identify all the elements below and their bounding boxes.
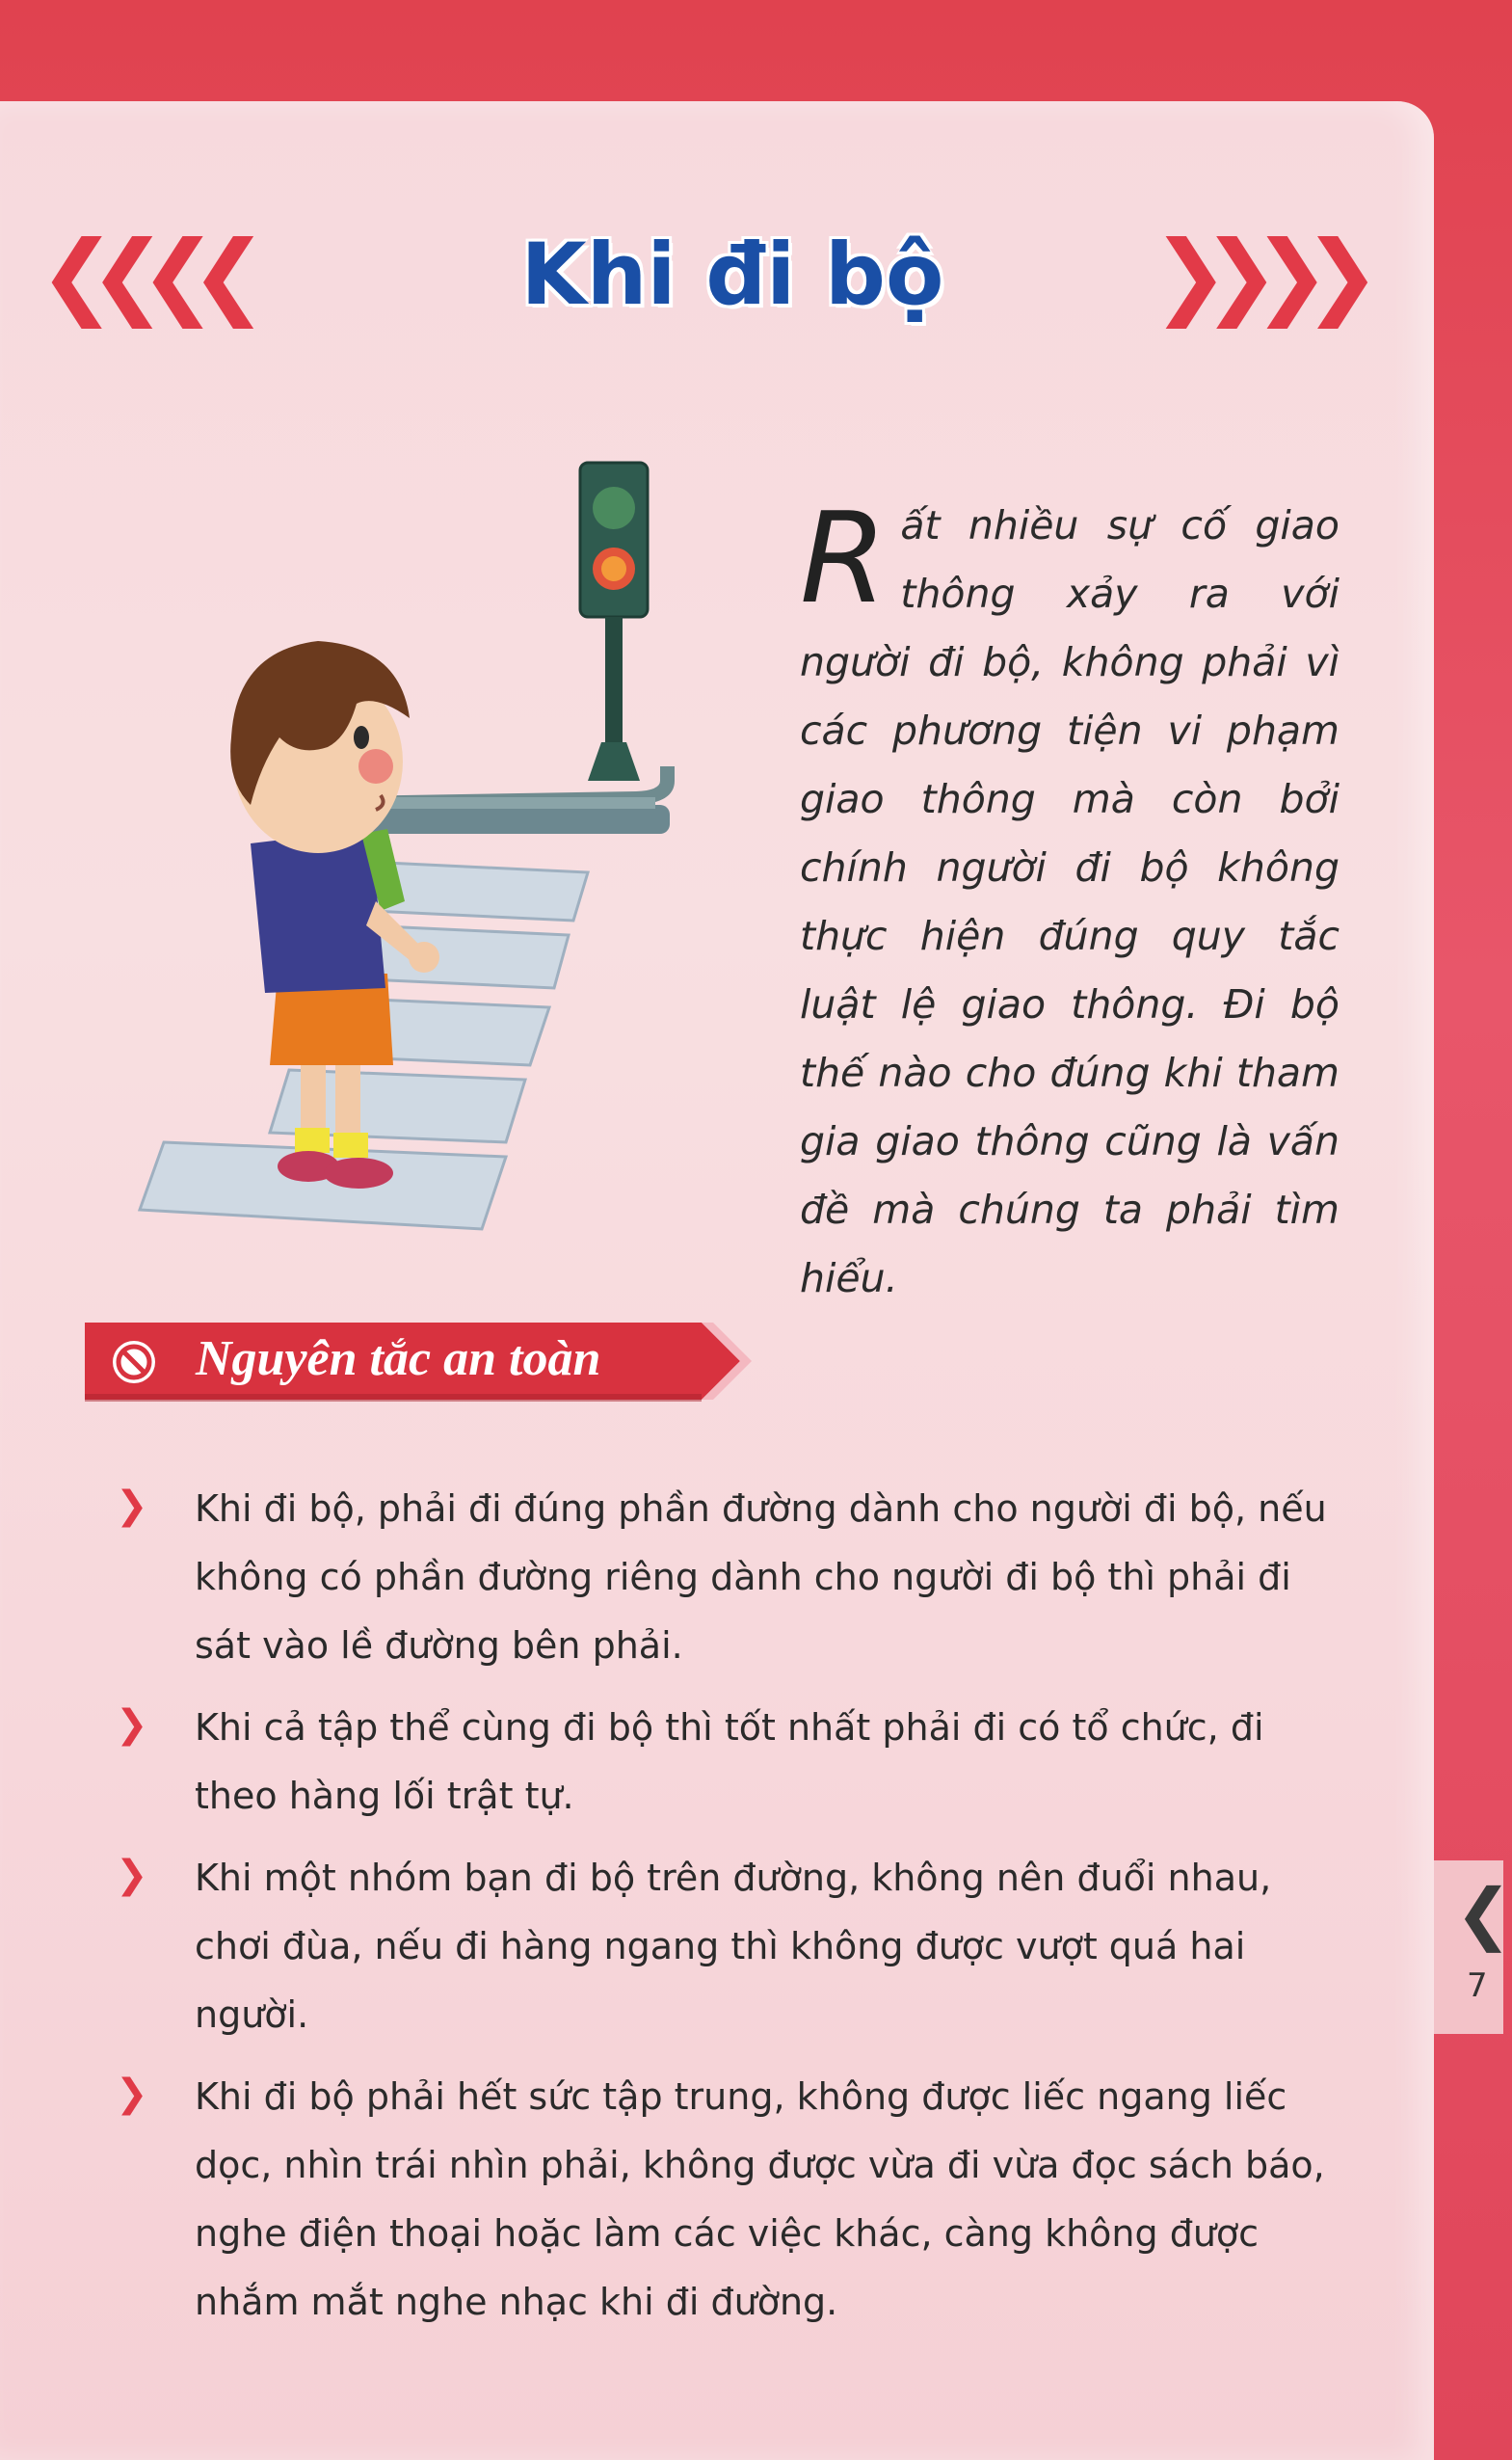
page-number: 7 — [1467, 1966, 1488, 2005]
rule-text: Khi cả tập thể cùng đi bộ thì tốt nhất phải đi có tổ chức, đi theo hàng lối trật tự. — [195, 1706, 1264, 1817]
side-tab[interactable] — [1434, 1860, 1512, 2034]
no-entry-icon — [110, 1338, 158, 1386]
boy-crosswalk-illustration — [135, 448, 694, 1248]
intro-paragraph — [800, 485, 1340, 1313]
rule-text: Khi đi bộ phải hết sức tập trung, không được liếc ngang liếc dọc, nhìn trái nhìn phải, không được vừa đi vừa đọc sách báo, nghe điện thoại hoặc làm các việc khác, càng không được nhắm mắt nghe nhạc khi đi đường. — [195, 2075, 1325, 2323]
rule-text: Khi đi bộ, phải đi đúng phần đường dành cho người đi bộ, nếu không có phần đường riêng dành cho người đi bộ thì phải đi sát vào lề đường bên phải. — [195, 1487, 1327, 1667]
list-item — [116, 1694, 1330, 1831]
section-title: Nguyên tắc an toàn — [196, 1331, 601, 1386]
chevron-left-decoration-icon: ❮❮❮❮ — [39, 221, 241, 329]
chevron-right-icon: ❯ — [116, 1484, 148, 1528]
rules-list — [116, 1475, 1330, 2350]
page-title: Khi đi bộ — [520, 225, 944, 324]
intro-text: ất nhiều sự cố giao thông xảy ra với người đi bộ, không phải vì các phương tiện vi phạm giao thông mà còn bởi chính người đi bộ không thực hiện đúng quy tắc luật lệ giao thông. Đi bộ thế nào cho đúng khi tham gia giao thông cũng là vấn đề mà chúng ta phải tìm hiểu. — [800, 502, 1340, 1301]
section-banner — [85, 1317, 750, 1405]
chevron-right-decoration-icon: ❯❯❯❯ — [1152, 221, 1354, 329]
rule-text: Khi một nhóm bạn đi bộ trên đường, không nên đuổi nhau, chơi đùa, nếu đi hàng ngang thì không được vượt quá hai người. — [195, 1857, 1272, 2036]
chevron-right-icon: ❯ — [116, 1702, 148, 1747]
list-item — [116, 1844, 1330, 2049]
chevron-right-icon: ❯ — [116, 2072, 148, 2116]
dropcap: R — [800, 485, 888, 631]
traffic-light-icon — [580, 463, 648, 781]
list-item — [116, 2063, 1330, 2337]
chevron-left-icon: ❮ — [1455, 1874, 1512, 1953]
title-row — [0, 217, 1434, 333]
chevron-right-icon: ❯ — [116, 1853, 148, 1897]
list-item — [116, 1475, 1330, 1680]
